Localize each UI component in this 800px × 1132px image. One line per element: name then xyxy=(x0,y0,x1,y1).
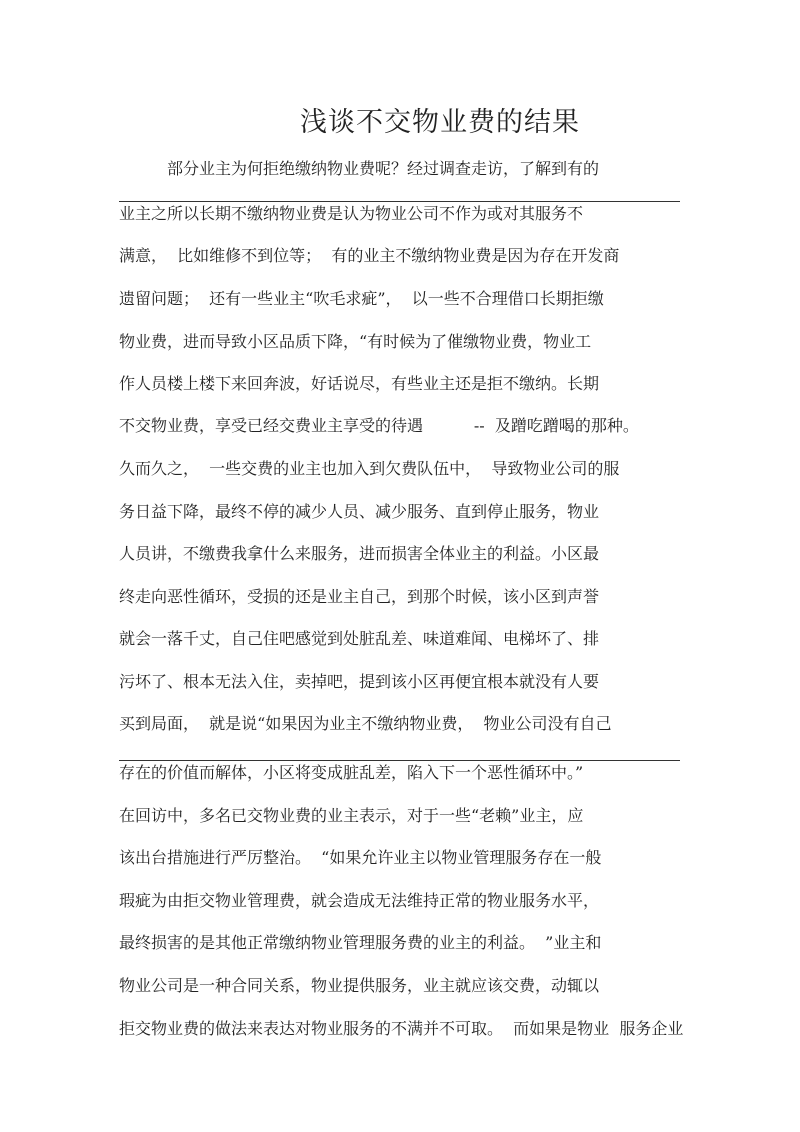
paragraph-line: 存在的价值而解体，小区将变成脏乱差，陷入下一个恶性循环中。” xyxy=(119,763,584,782)
paragraph-line: 瑕疵为由拒交物业管理费，就会造成无法维持正常的物业服务水平， xyxy=(119,891,600,910)
paragraph-line: 不交物业费，享受已经交费业主享受的待遇 -- 及蹭吃蹭喝的那种。 xyxy=(119,416,639,435)
paragraph-line: 买到局面， 就是说“如果因为业主不缴纳物业费， 物业公司没有自己 xyxy=(119,714,612,733)
paragraph-line: 久而久之， 一些交费的业主也加入到欠费队伍中， 导致物业公司的服 xyxy=(119,459,620,478)
paragraph-line: 终走向恶性循环，受损的还是业主自己，到那个时候，该小区到声誉 xyxy=(119,587,600,606)
paragraph-line: 物业公司是一种合同关系，物业提供服务，业主就应该交费，动辄以 xyxy=(119,976,600,995)
paragraph-line: 该出台措施进行严厉整治。 “如果允许业主以物业管理服务存在一般 xyxy=(119,848,602,867)
document-title: 浅谈不交物业费的结果 xyxy=(300,107,580,138)
paragraph-line: 污坏了、根本无法入住，卖掉吧，提到该小区再便宜根本就没有人要 xyxy=(119,672,600,691)
paragraph-line: 作人员楼上楼下来回奔波，好话说尽，有些业主还是拒不缴纳。长期 xyxy=(119,374,600,393)
paragraph-line: 最终损害的是其他正常缴纳物业管理服务费的业主的利益。 ”业主和 xyxy=(119,933,602,952)
paragraph-line: 遗留问题； 还有一些业主“吹毛求疵”， 以一些不合理借口长期拒缴 xyxy=(119,289,604,308)
paragraph-line: 物业费，进而导致小区品质下降，“有时候为了催缴物业费，物业工 xyxy=(119,332,592,351)
paragraph-line: 拒交物业费的做法来表达对物业服务的不满并不可取。 而如果是物业 服务企业 xyxy=(119,1019,684,1038)
paragraph-line: 在回访中，多名已交物业费的业主表示，对于一些“老赖”业主，应 xyxy=(119,806,584,825)
paragraph-line: 人员讲，不缴费我拿什么来服务，进而损害全体业主的利益。小区最 xyxy=(119,544,600,563)
paragraph-line: 业主之所以长期不缴纳物业费是认为物业公司不作为或对其服务不 xyxy=(119,204,584,223)
paragraph-line: 满意， 比如维修不到位等； 有的业主不缴纳物业费是因为存在开发商 xyxy=(119,246,620,265)
horizontal-rule xyxy=(119,201,680,202)
paragraph-line: 部分业主为何拒绝缴纳物业费呢？经过调查走访，了解到有的 xyxy=(167,159,600,178)
paragraph-line: 务日益下降，最终不停的减少人员、减少服务、直到停止服务，物业 xyxy=(119,502,600,521)
horizontal-rule xyxy=(119,760,680,761)
paragraph-line: 就会一落千丈，自己住吧感觉到处脏乱差、味道难闻、电梯坏了、排 xyxy=(119,629,600,648)
